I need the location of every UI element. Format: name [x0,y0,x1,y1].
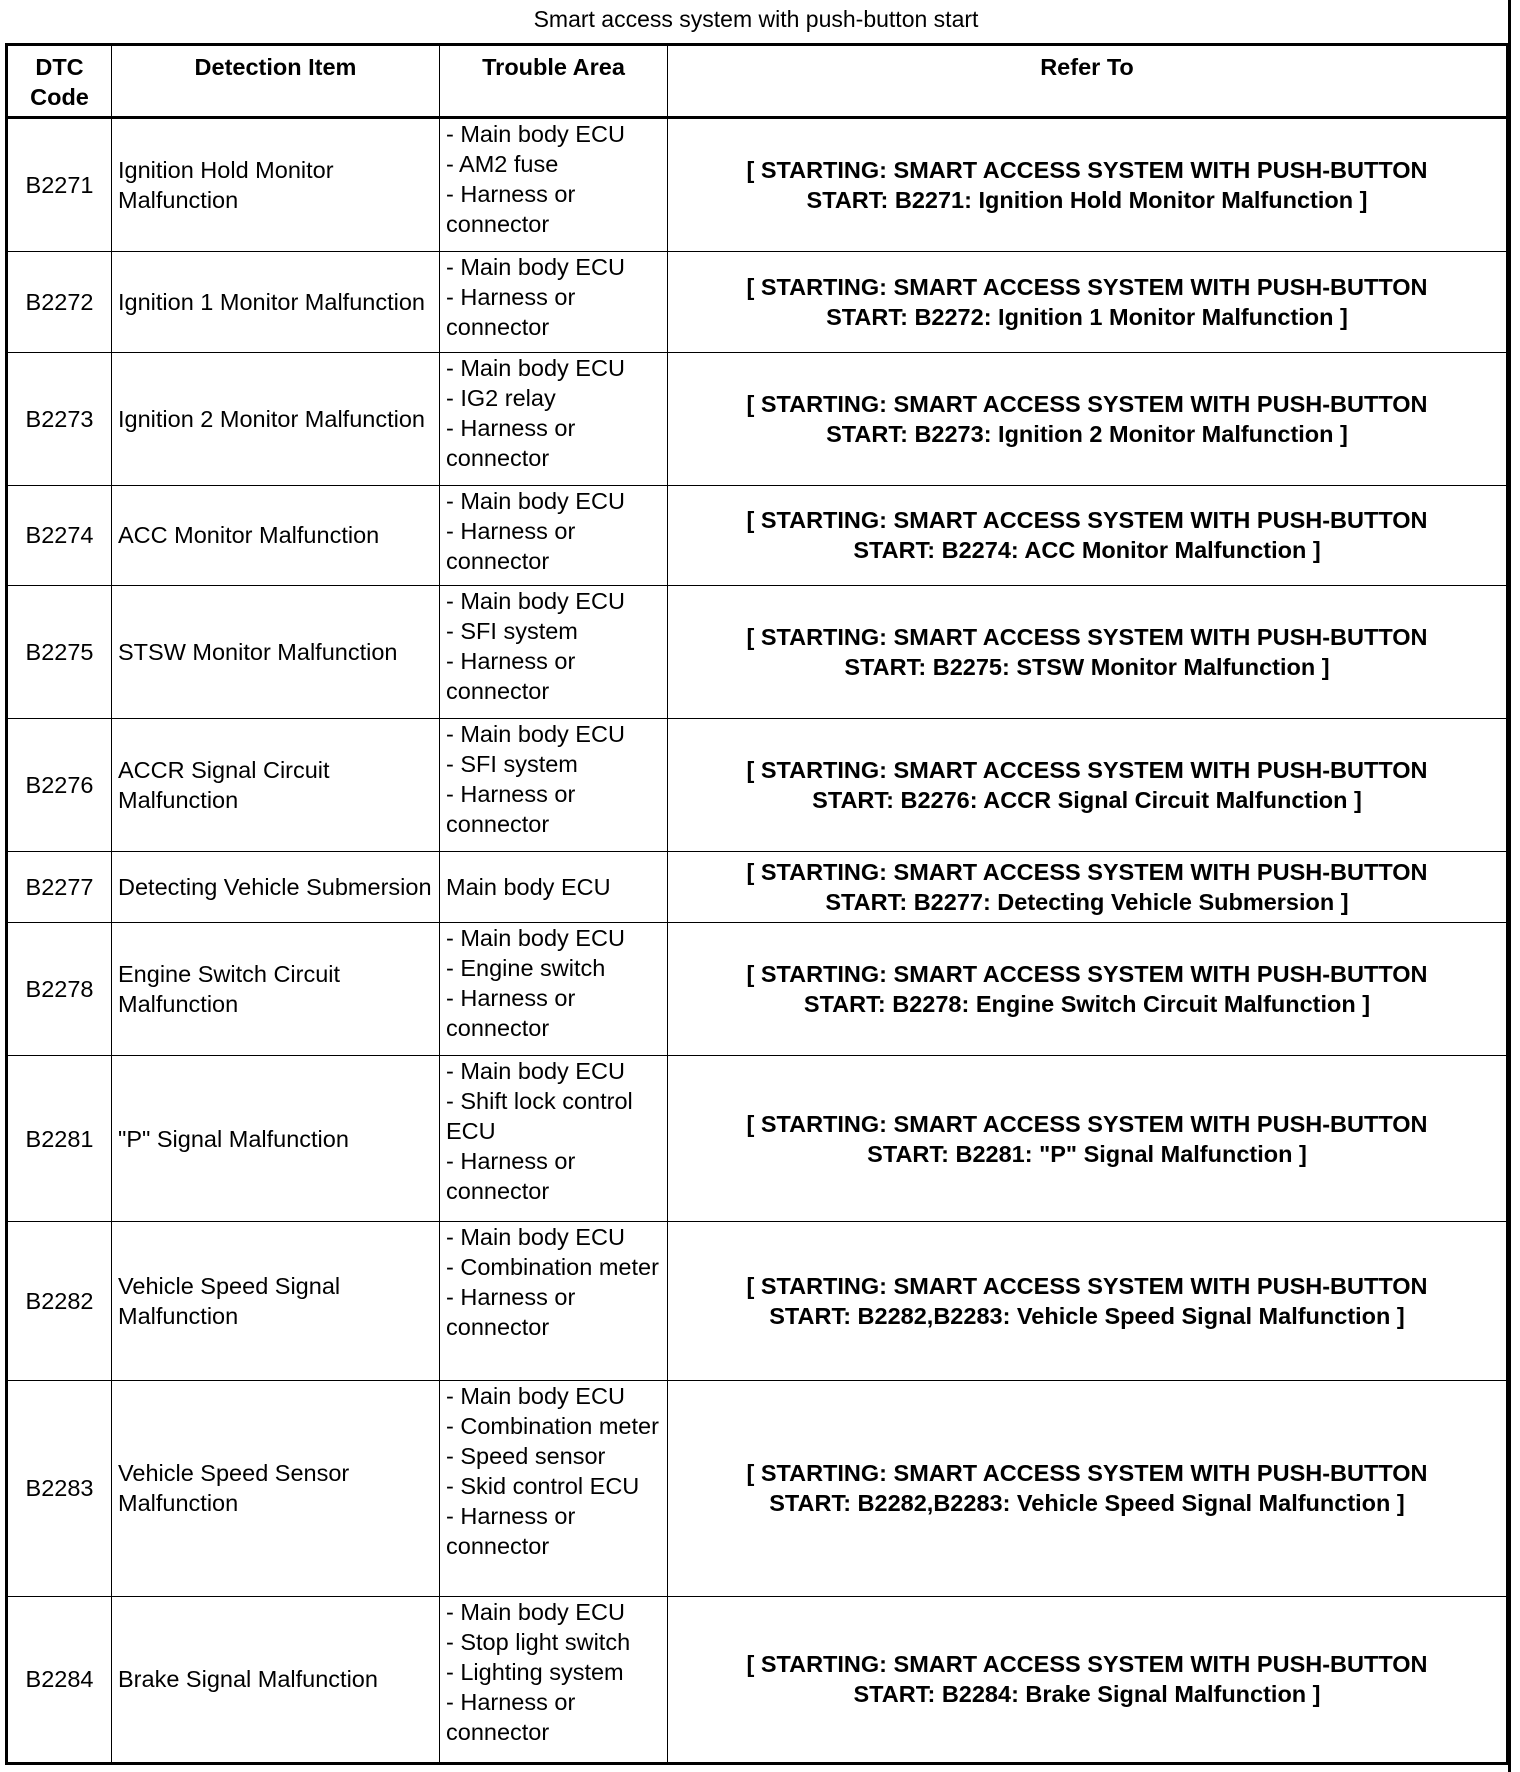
refer-to-link[interactable] [668,1222,1508,1381]
refer-to-line1: [ STARTING: SMART ACCESS SYSTEM WITH PUSH-BUTTON [746,1460,1428,1487]
header-dtc-code [7,45,112,118]
dtc-code-cell: B2277 [7,852,112,922]
trouble-area-cell [440,585,668,718]
header-detection-item: Detection Item [112,45,440,118]
refer-to-line2: START: B2273: Ignition 2 Monitor Malfunction ] [826,420,1348,447]
trouble-area-cell [440,1596,668,1763]
trouble-area-line: - Harness or connector [446,781,576,838]
refer-to-link[interactable] [668,252,1508,352]
detection-item-cell: STSW Monitor Malfunction [112,585,440,718]
table-row [7,118,1508,252]
trouble-area-line: - Harness or connector [446,284,576,341]
trouble-area-cell [440,1380,668,1596]
trouble-area-line: - Engine switch [446,954,606,981]
refer-to-link[interactable] [668,352,1508,485]
refer-to-line1: [ STARTING: SMART ACCESS SYSTEM WITH PUSH-BUTTON [746,1273,1428,1300]
refer-to-line1: [ STARTING: SMART ACCESS SYSTEM WITH PUSH-BUTTON [746,273,1428,300]
trouble-area-line: - SFI system [446,617,578,644]
refer-to-line1: [ STARTING: SMART ACCESS SYSTEM WITH PUSH-BUTTON [746,859,1428,886]
refer-to-line2: START: B2274: ACC Monitor Malfunction ] [853,537,1321,564]
detection-item-cell: Brake Signal Malfunction [112,1596,440,1763]
table-body [7,118,1508,1764]
trouble-area-line: - Main body ECU [446,254,625,281]
trouble-area-cell [440,118,668,252]
dtc-code-cell: B2274 [7,485,112,585]
trouble-area-line: - Main body ECU [446,924,625,951]
trouble-area-line: - Main body ECU [446,1382,625,1409]
trouble-area-line: - AM2 fuse [446,151,559,177]
table-row [7,922,1508,1055]
trouble-area-line: - Main body ECU [446,1598,625,1625]
detection-item-cell: ACC Monitor Malfunction [112,485,440,585]
trouble-area-line: - Harness or connector [446,984,576,1041]
dtc-code-cell: B2283 [7,1380,112,1596]
refer-to-link[interactable] [668,1056,1508,1222]
detection-item-cell: Ignition 2 Monitor Malfunction [112,352,440,485]
trouble-area-cell [440,485,668,585]
trouble-area-line: - Main body ECU [446,1058,625,1085]
trouble-area-line: - Main body ECU [446,487,625,514]
header-dtc-code-line1: DTC [35,54,84,80]
dtc-code-cell: B2278 [7,922,112,1055]
table-row [7,1222,1508,1381]
table-row [7,1596,1508,1763]
trouble-area-cell [440,922,668,1055]
header-refer-to: Refer To [668,45,1508,118]
table-row [7,852,1508,922]
trouble-area-cell [440,252,668,352]
table-row [7,719,1508,852]
trouble-area-line: - Main body ECU [446,121,625,147]
dtc-code-cell: B2273 [7,352,112,485]
trouble-area-line: - Harness or connector [446,647,576,704]
refer-to-line2: START: B2282,B2283: Vehicle Speed Signal Malfunction ] [769,1490,1405,1517]
trouble-area-line: - Harness or connector [446,517,576,574]
dtc-code-cell: B2272 [7,252,112,352]
trouble-area-line: - Shift lock control ECU [446,1088,633,1145]
trouble-area-line: - Main body ECU [446,587,625,614]
table-row [7,1380,1508,1596]
trouble-area-line: - Stop light switch [446,1628,631,1655]
table-row [7,485,1508,585]
trouble-area-line: - Harness or connector [446,1688,576,1745]
dtc-code-cell: B2281 [7,1056,112,1222]
refer-to-line2: START: B2275: STSW Monitor Malfunction ] [844,654,1330,681]
refer-to-link[interactable] [668,118,1508,252]
trouble-area-line: - Speed sensor [446,1442,606,1469]
refer-to-line2: START: B2272: Ignition 1 Monitor Malfunction ] [826,303,1348,330]
refer-to-link[interactable] [668,922,1508,1055]
trouble-area-line: - Combination meter [446,1254,659,1281]
detection-item-cell: Engine Switch Circuit Malfunction [112,922,440,1055]
trouble-area-line: - Main body ECU [446,354,625,381]
dtc-code-cell: B2275 [7,585,112,718]
trouble-area-line: - Harness or connector [446,181,576,237]
trouble-area-cell [440,1056,668,1222]
dtc-code-cell: B2282 [7,1222,112,1381]
trouble-area-cell [440,1222,668,1381]
refer-to-line2: START: B2282,B2283: Vehicle Speed Signal Malfunction ] [769,1303,1405,1330]
refer-to-link[interactable] [668,719,1508,852]
dtc-code-cell: B2284 [7,1596,112,1763]
trouble-area-cell [440,852,668,922]
trouble-area-line: - Skid control ECU [446,1472,640,1499]
header-dtc-code-line2: Code [30,84,89,110]
refer-to-link[interactable] [668,585,1508,718]
refer-to-line1: [ STARTING: SMART ACCESS SYSTEM WITH PUSH-BUTTON [746,1110,1428,1137]
detection-item-cell: Ignition Hold Monitor Malfunction [112,118,440,252]
refer-to-line2: START: B2284: Brake Signal Malfunction ] [853,1681,1321,1708]
refer-to-line1: [ STARTING: SMART ACCESS SYSTEM WITH PUSH-BUTTON [746,507,1428,534]
trouble-area-line: - IG2 relay [446,384,556,411]
refer-to-link[interactable] [668,1596,1508,1763]
detection-item-cell: ACCR Signal Circuit Malfunction [112,719,440,852]
table-row [7,252,1508,352]
refer-to-line2: START: B2276: ACCR Signal Circuit Malfunction ] [812,787,1362,814]
table-header-row [7,45,1508,118]
trouble-area-cell [440,719,668,852]
detection-item-cell: Vehicle Speed Signal Malfunction [112,1222,440,1381]
detection-item-cell: Ignition 1 Monitor Malfunction [112,252,440,352]
refer-to-line2: START: B2278: Engine Switch Circuit Malfunction ] [803,990,1371,1017]
refer-to-link[interactable] [668,1380,1508,1596]
trouble-area-line: - Main body ECU [446,721,625,748]
dtc-table [5,43,1509,1765]
refer-to-line2: START: B2277: Detecting Vehicle Submersion ] [825,889,1349,916]
trouble-area-cell [440,352,668,485]
header-trouble-area: Trouble Area [440,45,668,118]
table-row [7,585,1508,718]
refer-to-line1: [ STARTING: SMART ACCESS SYSTEM WITH PUSH-BUTTON [746,390,1428,417]
detection-item-cell: Vehicle Speed Sensor Malfunction [112,1380,440,1596]
refer-to-link[interactable] [668,485,1508,585]
refer-to-link[interactable] [668,852,1508,922]
refer-to-line2: START: B2281: "P" Signal Malfunction ] [867,1140,1307,1167]
detection-item-cell: "P" Signal Malfunction [112,1056,440,1222]
refer-to-line2: START: B2271: Ignition Hold Monitor Malfunction ] [806,187,1368,214]
table-row [7,1056,1508,1222]
trouble-area-line: - Harness or connector [446,1502,576,1559]
dtc-code-cell: B2271 [7,118,112,252]
trouble-area-line: - Harness or connector [446,1284,576,1341]
table-row [7,352,1508,485]
trouble-area-line: - Combination meter [446,1412,659,1439]
trouble-area-line: - Harness or connector [446,414,576,471]
refer-to-line1: [ STARTING: SMART ACCESS SYSTEM WITH PUSH-BUTTON [746,960,1428,987]
dtc-code-cell: B2276 [7,719,112,852]
trouble-area-line: - Main body ECU [446,1224,625,1251]
detection-item-cell: Detecting Vehicle Submersion [112,852,440,922]
refer-to-line1: [ STARTING: SMART ACCESS SYSTEM WITH PUSH-BUTTON [746,157,1428,184]
refer-to-line1: [ STARTING: SMART ACCESS SYSTEM WITH PUSH-BUTTON [746,624,1428,651]
refer-to-line1: [ STARTING: SMART ACCESS SYSTEM WITH PUSH-BUTTON [746,1651,1428,1678]
table-caption: Smart access system with push-button start [533,6,979,32]
trouble-area-line: - Harness or connector [446,1148,576,1205]
trouble-area-line: - Lighting system [446,1658,624,1685]
refer-to-line1: [ STARTING: SMART ACCESS SYSTEM WITH PUSH-BUTTON [746,757,1428,784]
trouble-area-line: - SFI system [446,751,578,778]
trouble-area-line: Main body ECU [446,874,611,901]
